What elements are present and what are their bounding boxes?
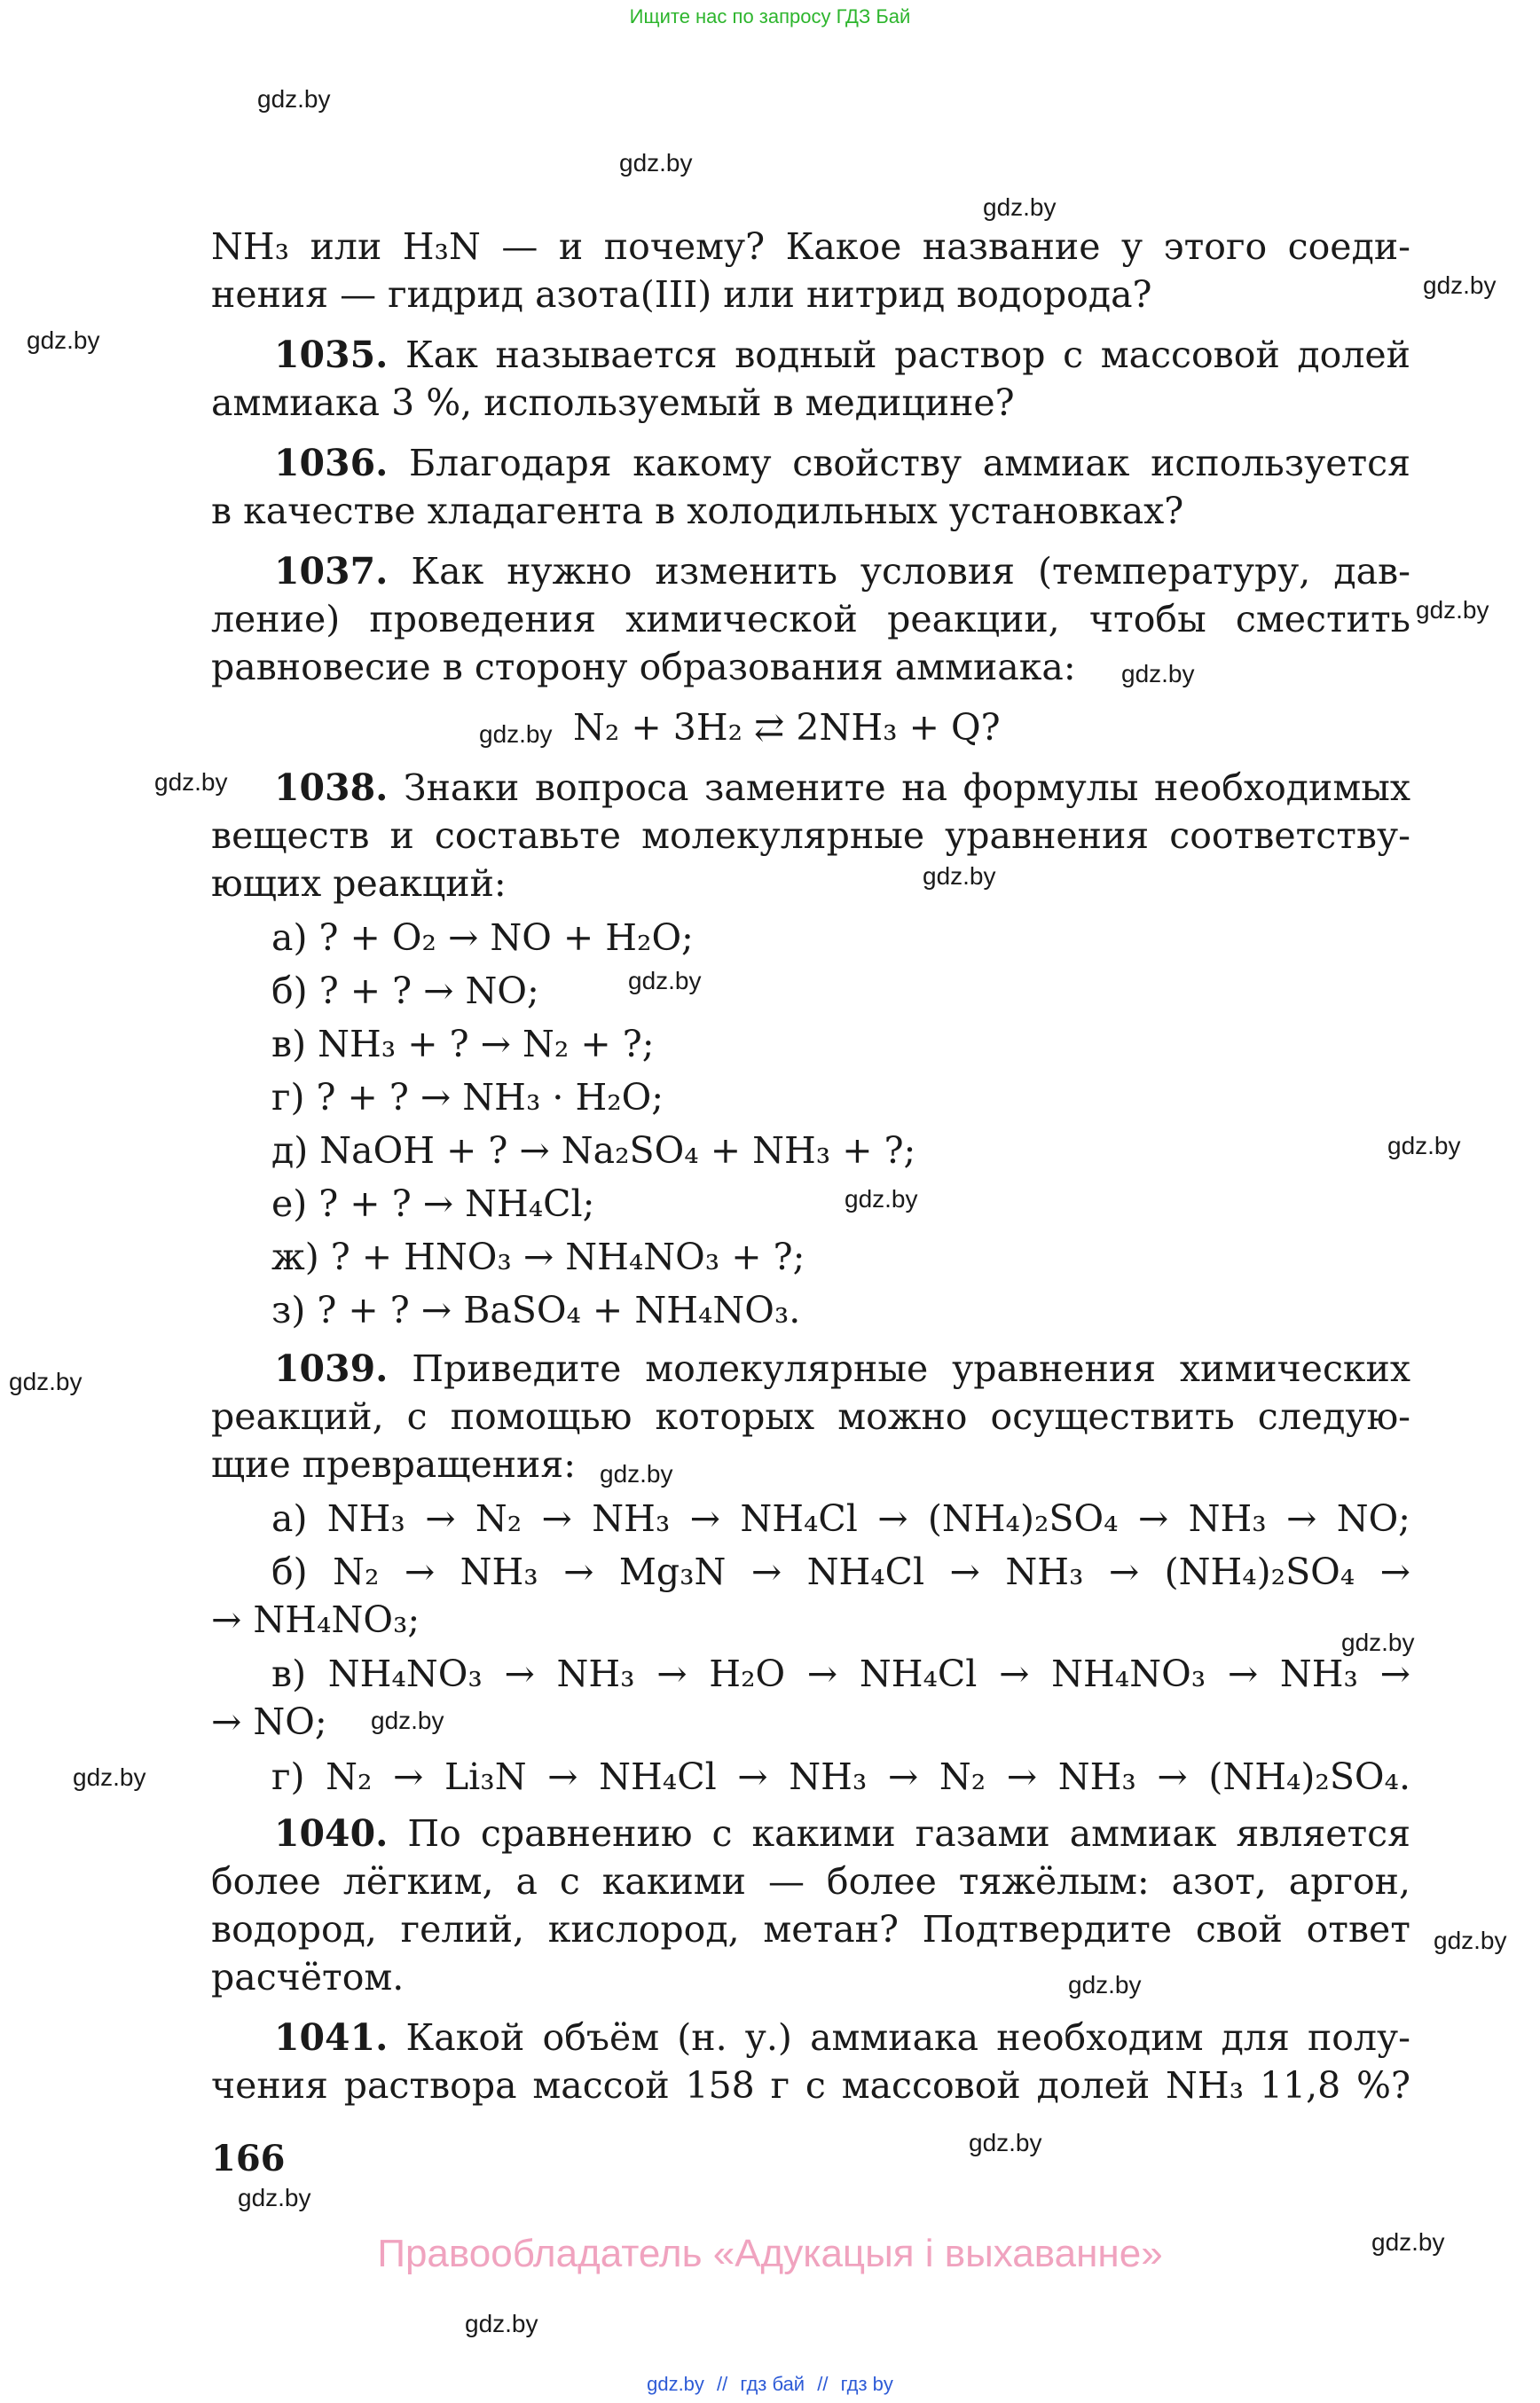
footer-link-gdz-by[interactable]: гдз by — [840, 2373, 893, 2395]
chain-c-cont: → NO; — [211, 1700, 327, 1743]
watermark: gdz.by — [73, 1763, 146, 1791]
question-1041 — [211, 2014, 1410, 2061]
watermark: gdz.by — [1387, 1132, 1461, 1159]
footer-link-gdz-bai[interactable]: гдз бай — [740, 2373, 805, 2395]
question-number: 1040. — [274, 1812, 389, 1855]
question-text: Благодаря какому свойству аммиак используется — [409, 442, 1410, 484]
intro-line-1: NH₃ или H₃N — и почему? Какое название у этого соеди- — [211, 225, 1410, 268]
chain-b-cont: → NH₄NO₃; — [211, 1598, 420, 1641]
watermark: gdz.by — [238, 2184, 311, 2211]
question-1040 — [211, 1810, 1410, 1857]
question-text: Какой объём (н. у.) аммиака необходим для полу- — [405, 2016, 1410, 2059]
question-1039-line-2: реакций, с помощью которых можно осуществить следую- — [211, 1395, 1410, 1438]
question-number: 1039. — [274, 1347, 389, 1390]
intro-line-2: нения — гидрид азота(III) или нитрид водорода? — [211, 273, 1152, 316]
question-1040-line-4: расчётом. — [211, 1956, 405, 1999]
question-1039 — [211, 1345, 1410, 1393]
question-text: Знаки вопроса замените на формулы необходимых — [404, 766, 1410, 809]
question-1039-line-3: щие превращения: — [211, 1443, 577, 1486]
reaction-item: д) NaOH + ? → Na₂SO₄ + NH₃ + ?; — [271, 1129, 916, 1172]
watermark: gdz.by — [1121, 660, 1195, 687]
reaction-item: а) ? + O₂ → NO + H₂O; — [271, 916, 694, 959]
watermark: gdz.by — [845, 1185, 918, 1213]
question-1038-line-3: ющих реакций: — [211, 862, 507, 905]
question-1040-line-3: водород, гелий, кислород, метан? Подтвердите свой ответ — [211, 1908, 1410, 1951]
footer-separator: // — [717, 2373, 728, 2395]
reaction-item: з) ? + ? → BaSO₄ + NH₄NO₃. — [271, 1289, 801, 1331]
question-text: Как нужно изменить условия (температуру, дав- — [411, 550, 1410, 593]
watermark: gdz.by — [479, 720, 553, 748]
watermark: gdz.by — [983, 193, 1057, 221]
watermark: gdz.by — [600, 1460, 673, 1488]
copyright-notice: Правообладатель «Адукацыя і выхаванне» — [377, 2232, 1163, 2275]
question-text: По сравнению с какими газами аммиак является — [407, 1812, 1410, 1855]
watermark: gdz.by — [371, 1707, 444, 1734]
question-1038-line-2: веществ и составьте молекулярные уравнения соответству- — [211, 814, 1410, 857]
question-number: 1038. — [274, 766, 389, 809]
reaction-item: б) ? + ? → NO; — [271, 970, 539, 1012]
question-1036-line-2: в качестве хладагента в холодильных установках? — [211, 490, 1184, 532]
watermark: gdz.by — [9, 1368, 82, 1395]
reaction-item: г) ? + ? → NH₃ · H₂O; — [271, 1076, 664, 1119]
question-1040-line-2: более лёгким, а с какими — более тяжёлым: азот, аргон, — [211, 1860, 1410, 1903]
question-number: 1035. — [274, 334, 389, 376]
question-number: 1036. — [274, 442, 389, 484]
question-1036 — [211, 439, 1410, 487]
watermark: gdz.by — [1341, 1629, 1415, 1656]
reaction-item: в) NH₃ + ? → N₂ + ?; — [271, 1023, 655, 1065]
question-1035-line-2: аммиака 3 %, используемый в медицине? — [211, 381, 1015, 424]
question-number: 1037. — [274, 550, 389, 593]
watermark: gdz.by — [619, 149, 693, 177]
watermark: gdz.by — [628, 967, 702, 994]
question-text: Приведите молекулярные уравнения химических — [412, 1347, 1410, 1390]
watermark: gdz.by — [154, 768, 228, 796]
equation-1037: N₂ + 3H₂ ⇄ 2NH₃ + Q? — [573, 706, 1001, 749]
top-banner[interactable]: Ищите нас по запросу ГДЗ Бай — [629, 5, 911, 27]
watermark: gdz.by — [465, 2310, 538, 2337]
watermark: gdz.by — [1371, 2228, 1445, 2256]
footer-links — [0, 2373, 1540, 2396]
footer-separator: // — [817, 2373, 829, 2395]
question-1035 — [211, 331, 1410, 379]
watermark: gdz.by — [27, 326, 100, 354]
chain-c: в) NH₄NO₃ → NH₃ → H₂O → NH₄Cl → NH₄NO₃ → NH₃ → — [271, 1653, 1410, 1695]
watermark: gdz.by — [1423, 271, 1497, 299]
reaction-item: е) ? + ? → NH₄Cl; — [271, 1182, 595, 1225]
watermark: gdz.by — [1068, 1971, 1142, 1999]
watermark: gdz.by — [969, 2129, 1042, 2156]
chain-b: б) N₂ → NH₃ → Mg₃N → NH₄Cl → NH₃ → (NH₄)₂SO₄ → — [271, 1551, 1410, 1593]
watermark: gdz.by — [1416, 596, 1489, 624]
question-1037-line-2: ление) проведения химической реакции, чтобы сместить — [211, 598, 1410, 640]
question-1041-line-2: чения раствора массой 158 г с массовой долей NH₃ 11,8 %? — [211, 2064, 1410, 2107]
watermark: gdz.by — [1434, 1927, 1507, 1954]
reaction-item: ж) ? + HNO₃ → NH₄NO₃ + ?; — [271, 1236, 805, 1278]
question-number: 1041. — [274, 2016, 389, 2059]
question-text: Как называется водный раствор с массовой долей — [405, 334, 1410, 376]
chain-d: г) N₂ → Li₃N → NH₄Cl → NH₃ → N₂ → NH₃ → (NH₄)₂SO₄. — [271, 1755, 1410, 1798]
page-number: 166 — [211, 2138, 286, 2179]
watermark: gdz.by — [257, 85, 331, 113]
question-1037 — [211, 547, 1410, 595]
chain-a: а) NH₃ → N₂ → NH₃ → NH₄Cl → (NH₄)₂SO₄ → NH₃ → NO; — [271, 1497, 1410, 1540]
footer-link-gdz[interactable]: gdz.by — [647, 2373, 704, 2395]
question-1038 — [211, 764, 1410, 812]
question-1037-line-3: равновесие в сторону образования аммиака: — [211, 646, 1076, 688]
watermark: gdz.by — [923, 862, 996, 890]
